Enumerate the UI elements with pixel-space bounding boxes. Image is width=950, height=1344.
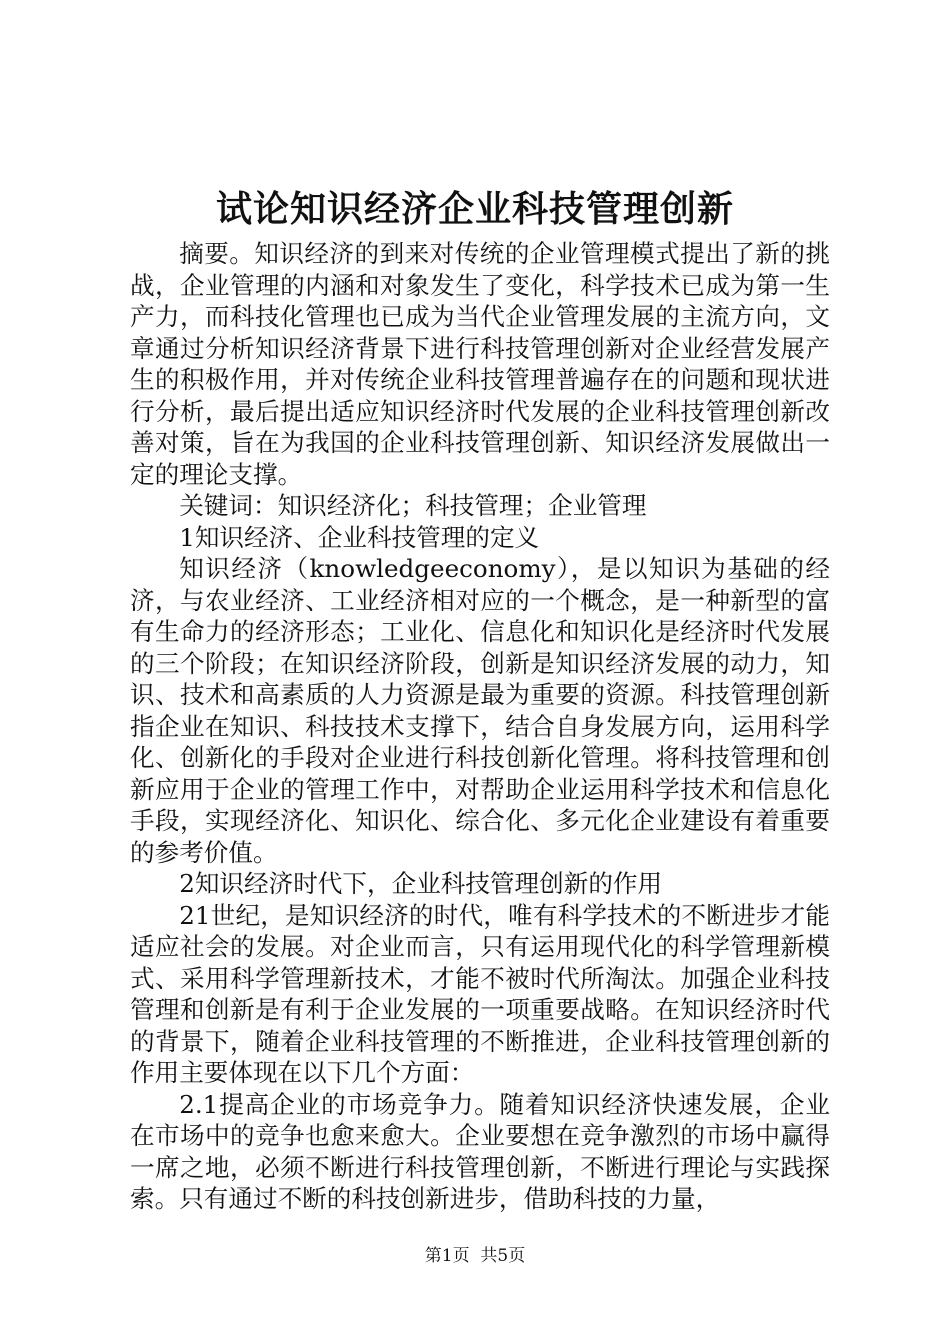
body-paragraph: 知识经济（knowledgeeconomy），是以知识为基础的经济，与农业经济、工业经济相对应的一个概念，是一种新型的富有生命力的经济形态；工业化、信息化和知识化是经济时代发展的三个阶段；在知识经济阶段，创新是知识经济发展的动力，知识、技术和高素质的人力资源是最为重要的资源。科技管理创新指企业在知识、科技技术支撑下，结合自身发展方向，运用科学化、创新化的手段对企业进行科技创新化管理。将科技管理和创新应用于企业的管理工作中，对帮助企业运用科学技术和信息化手段，实现经济化、知识化、综合化、多元化企业建设有着重要的参考价值。 xyxy=(130,554,830,867)
page-number: 第1页 xyxy=(424,1246,470,1266)
section-heading-2: 2知识经济时代下，企业科技管理创新的作用 xyxy=(179,869,663,898)
footer-separator xyxy=(470,1246,481,1266)
page-total: 共5页 xyxy=(480,1246,526,1266)
page-footer xyxy=(0,1244,950,1268)
abstract-paragraph: 摘要。知识经济的到来对传统的企业管理模式提出了新的挑战，企业管理的内涵和对象发生了变化，科学技术已成为第一生产力，而科技化管理也已成为当代企业管理发展的主流方向，文章通过分析知识经济背景下进行科技管理创新对企业经营发展产生的积极作用，并对传统企业科技管理普遍存在的问题和现状进行分析，最后提出适应知识经济时代发展的企业科技管理创新改善对策，旨在为我国的企业科技管理创新、知识经济发展做出一定的理论支撑。 xyxy=(130,239,830,489)
body-paragraph: 21世纪，是知识经济的时代，唯有科学技术的不断进步才能适应社会的发展。对企业而言，只有运用现代化的科学管理新模式、采用科学管理新技术，才能不被时代所淘汰。加强企业科技管理和创新是有利于企业发展的一项重要战略。在知识经济时代的背景下，随着企业科技管理的不断推进，企业科技管理创新的作用主要体现在以下几个方面： xyxy=(130,900,830,1087)
subsection-paragraph: 2.1提高企业的市场竞争力。随着知识经济快速发展，企业在市场中的竞争也愈来愈大。企业要想在竞争激烈的市场中赢得一席之地，必须不断进行科技管理创新，不断进行理论与实践探索。只有通过不断的科技创新进步，借助科技的力量， xyxy=(130,1089,830,1213)
document-body xyxy=(130,238,830,1215)
section-heading-1: 1知识经济、企业科技管理的定义 xyxy=(179,522,540,552)
keywords-paragraph: 关键词：知识经济化；科技管理；企业管理 xyxy=(179,491,647,520)
document-title: 试论知识经济企业科技管理创新 xyxy=(215,188,734,230)
